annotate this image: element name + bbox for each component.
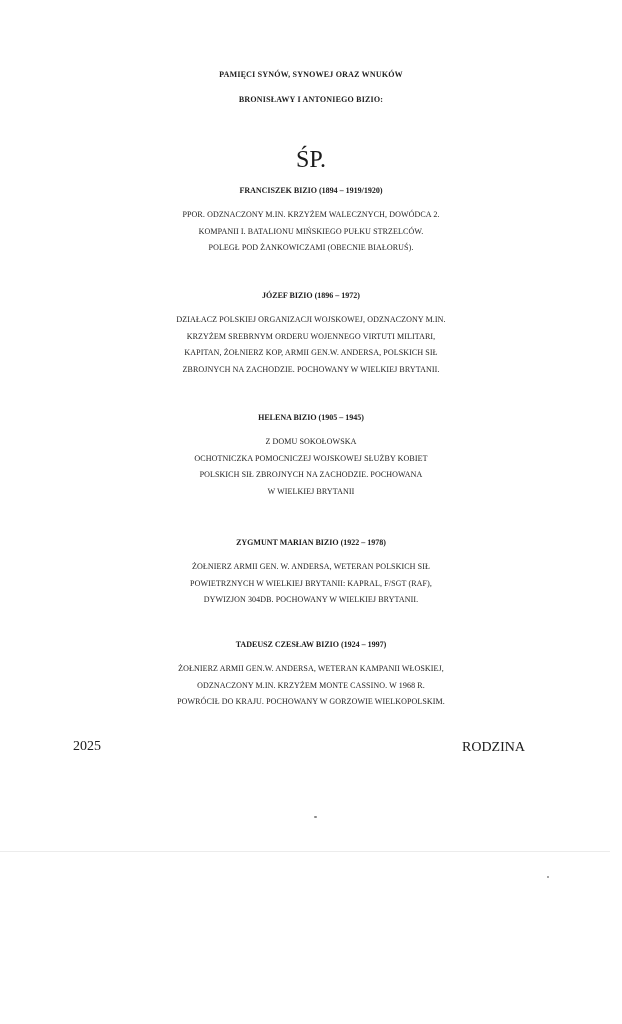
entry-tadeusz (0, 631, 622, 711)
desc-line: PPOR. ODZNACZONY M.IN. KRZYŻEM WALECZNYCH, DOWÓDCA 2. (182, 210, 440, 219)
footer-signature: RODZINA (462, 740, 525, 755)
entry-description (0, 312, 622, 378)
desc-line: POLSKICH SIŁ ZBROJNYCH NA ZACHODZIE. POCHOWANA (199, 470, 423, 479)
entry-description (0, 207, 622, 257)
footer-year: 2025 (73, 739, 101, 754)
entry-description (0, 559, 622, 609)
entry-name: JÓZEF BIZIO (1896 – 1972) (262, 291, 360, 300)
desc-line: ZBROJNYCH NA ZACHODZIE. POCHOWANY W WIELKIEJ BRYTANII. (182, 364, 440, 374)
desc-line: KAPITAN, ŻOŁNIERZ KOP, ARMII GEN.W. ANDERSA, POLSKICH SIŁ (184, 348, 438, 357)
desc-line: DYWIZJON 304DB. POCHOWANY W WIELKIEJ BRYTANII. (203, 595, 419, 604)
scan-speck (314, 816, 317, 818)
header-line-2: BRONISŁAWY I ANTONIEGO BIZIO: (238, 95, 384, 104)
desc-line: POLEGŁ POD ŻANKOWICZAMI (OBECNIE BIAŁORUŚ). (208, 243, 414, 252)
entry-name: ZYGMUNT MARIAN BIZIO (1922 – 1978) (236, 538, 386, 547)
entry-name: FRANCISZEK BIZIO (1894 – 1919/1920) (239, 186, 383, 195)
entry-zygmunt (0, 529, 622, 609)
desc-line: DZIAŁACZ POLSKIEJ ORGANIZACJI WOJSKOWEJ, ODZNACZONY M.IN. (176, 315, 446, 324)
desc-line: W WIELKIEJ BRYTANII (267, 486, 355, 496)
entry-name: HELENA BIZIO (1905 – 1945) (258, 413, 364, 422)
scan-edge-line (0, 851, 610, 852)
desc-line: POWIETRZNYCH W WIELKIEJ BRYTANII: KAPRAL, F/SGT (RAF), (190, 578, 432, 588)
entry-description (0, 661, 622, 711)
desc-line: ŻOŁNIERZ ARMII GEN. W. ANDERSA, WETERAN POLSKICH SIŁ (192, 562, 430, 571)
desc-line: ŻOŁNIERZ ARMII GEN.W. ANDERSA, WETERAN KAMPANII WŁOSKIEJ, (178, 664, 444, 673)
sp-label: ŚP. (295, 147, 327, 173)
desc-line: KRZYŻEM SREBRNYM ORDERU WOJENNEGO VIRTUTI MILITARI, (186, 331, 436, 341)
desc-line: Z DOMU SOKOŁOWSKA (265, 437, 357, 446)
entry-name: TADEUSZ CZESŁAW BIZIO (1924 – 1997) (235, 640, 387, 649)
desc-line: ODZNACZONY M.IN. KRZYŻEM MONTE CASSINO. W 1968 R. (197, 680, 425, 690)
desc-line: KOMPANII I. BATALIONU MIŃSKIEGO PUŁKU STRZELCÓW. (198, 226, 424, 236)
desc-line: OCHOTNICZKA POMOCNICZEJ WOJSKOWEJ SŁUŻBY KOBIET (194, 453, 428, 463)
scan-speck (547, 876, 549, 878)
entry-helena (0, 404, 622, 500)
entry-description (0, 434, 622, 500)
entry-franciszek (0, 177, 622, 257)
desc-line: POWRÓCIŁ DO KRAJU. POCHOWANY W GORZOWIE WIELKOPOLSKIM. (177, 697, 445, 706)
header (0, 62, 622, 112)
entry-jozef (0, 282, 622, 378)
header-line-1: PAMIĘCI SYNÓW, SYNOWEJ ORAZ WNUKÓW (219, 70, 403, 79)
